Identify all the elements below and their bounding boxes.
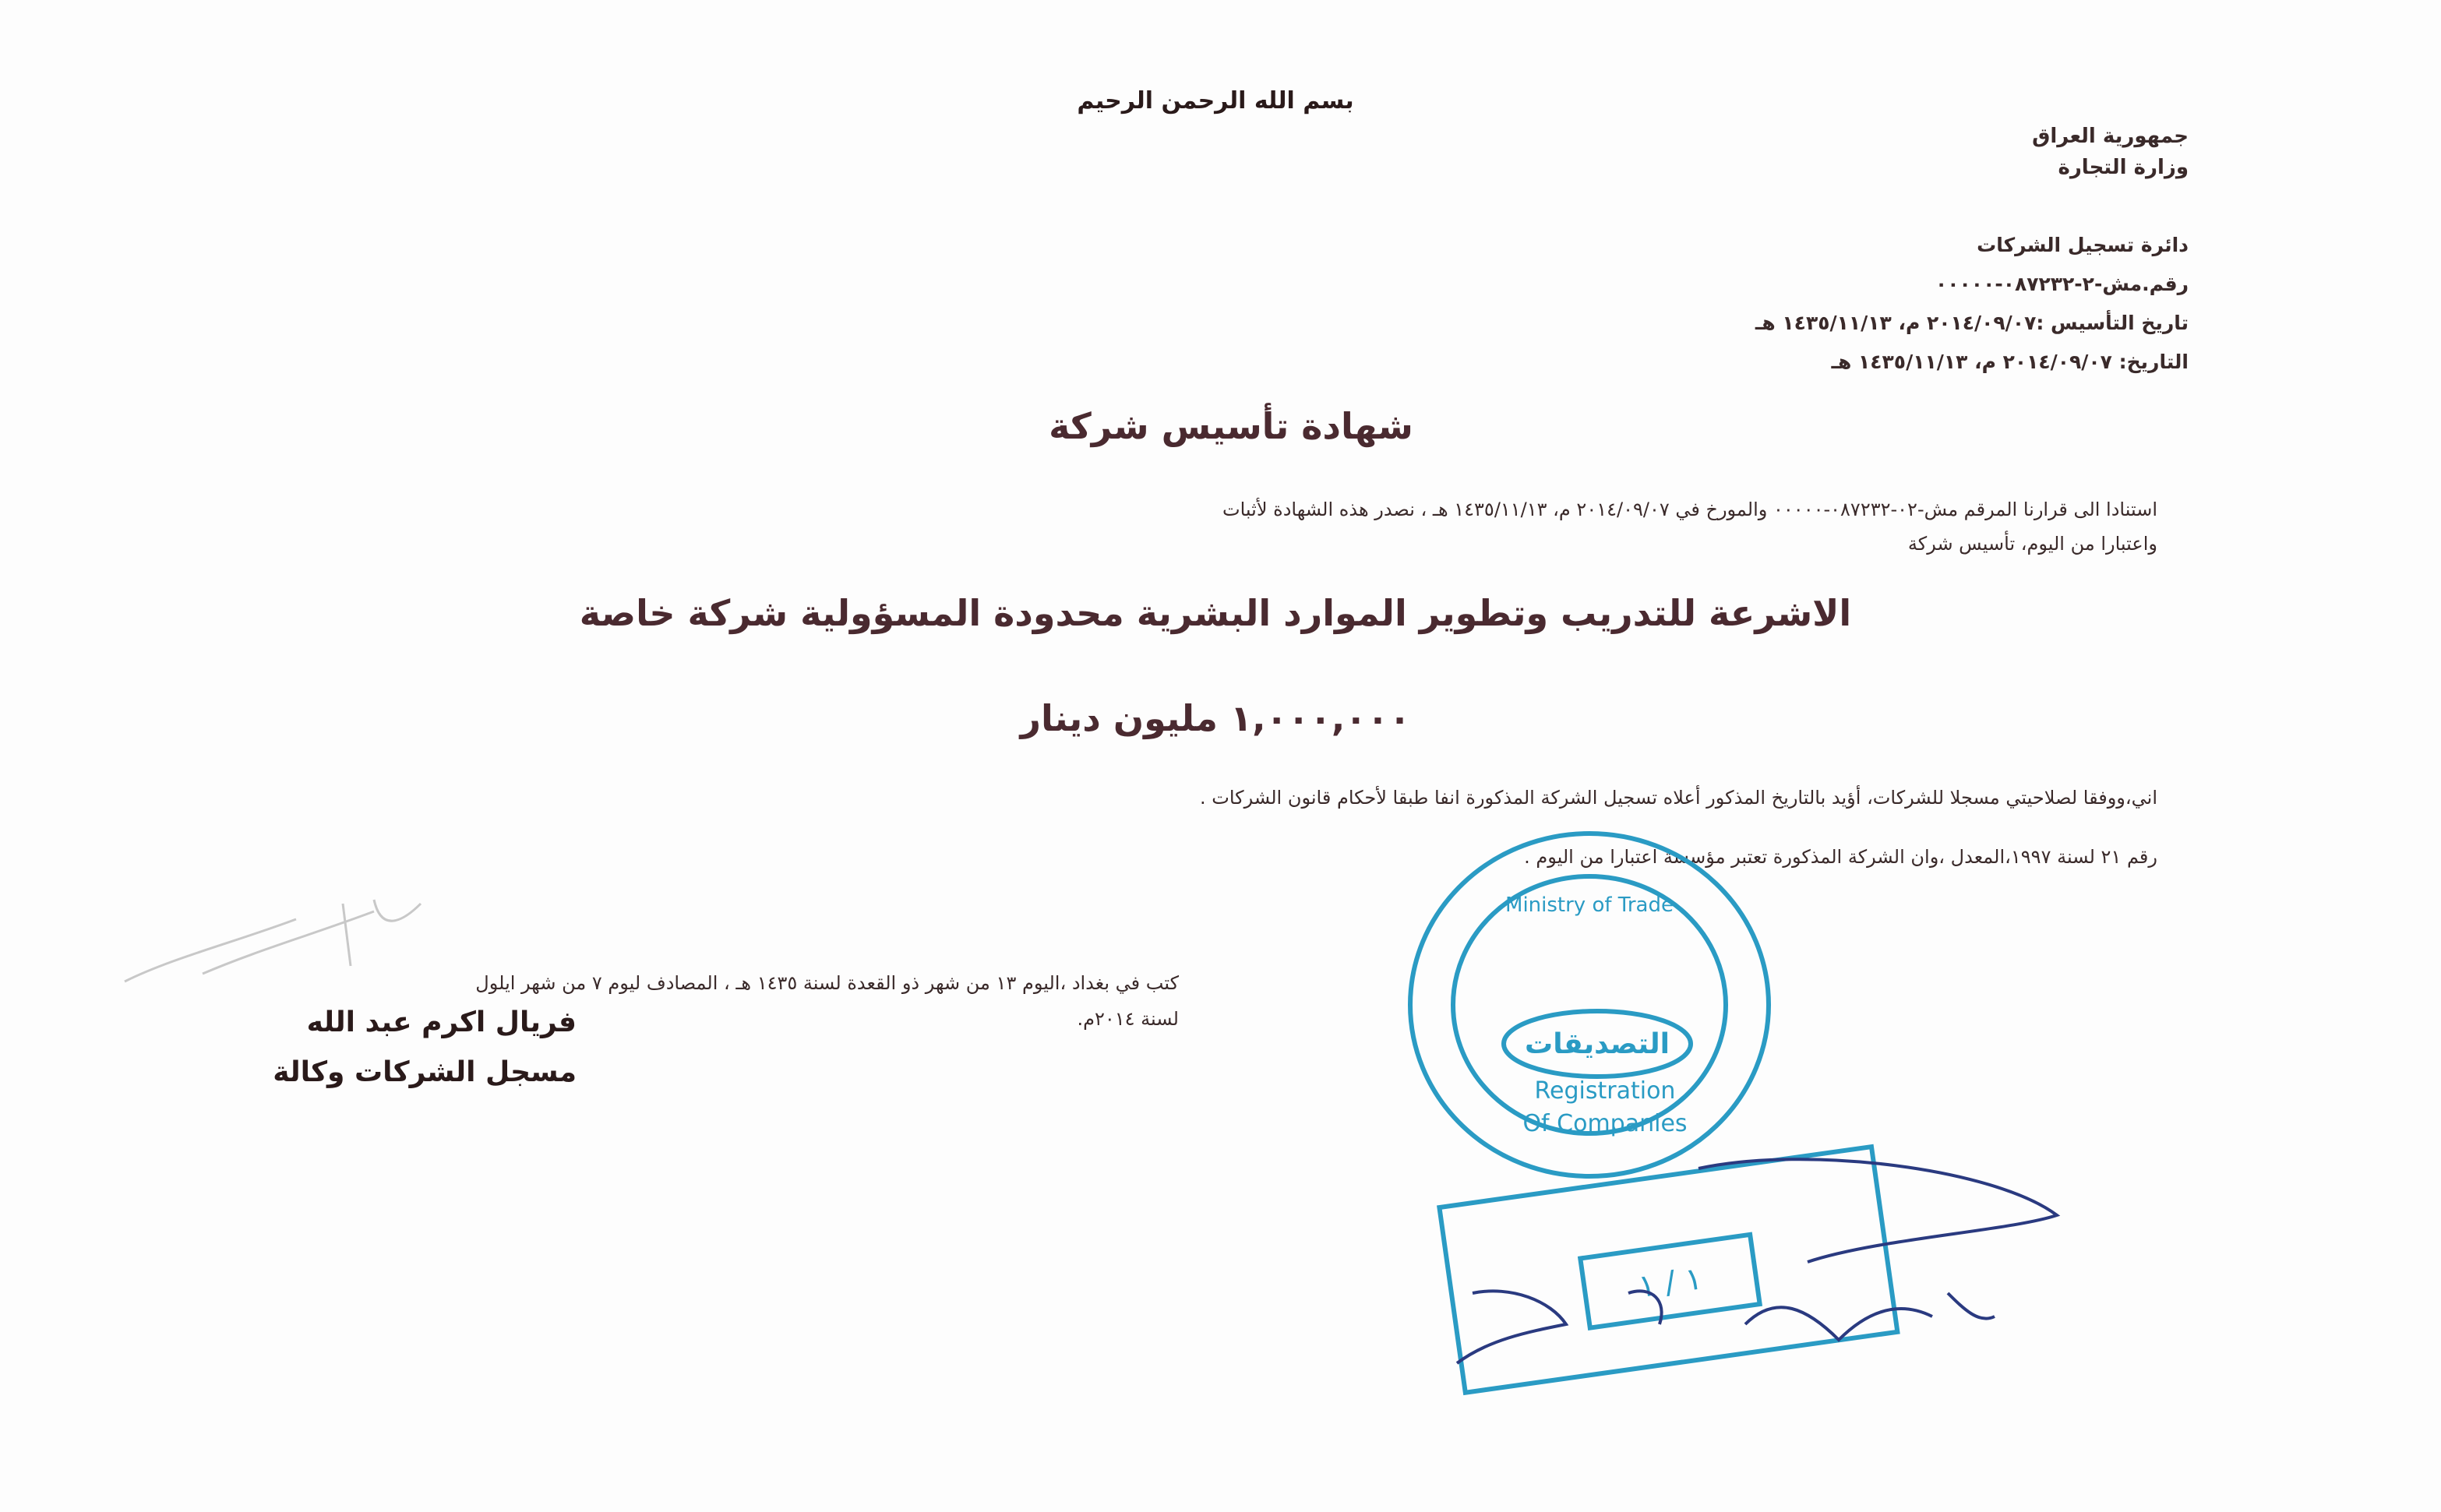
- body-line-1: اني،ووفقا لصلاحيتي مسجلا للشركات، أؤيد بالتاريخ المذكور أعلاه تسجيل الشركة المذكورة انفا طبقا لأحكام قانون الشركات .: [1199, 787, 2157, 809]
- stamp-text-mid: التصديقات: [1525, 1028, 1670, 1060]
- stamp-text-en1: Registration: [1534, 1077, 1676, 1105]
- signatory-title: مسجل الشركات وكالة: [273, 1056, 577, 1088]
- country-name: جمهورية العراق: [2032, 125, 2189, 148]
- stamp-box-value: ١ / ١: [1636, 1260, 1705, 1306]
- certificate-title: شهادة تأسيس شركة: [1049, 405, 1413, 447]
- body-line-2: رقم ٢١ لسنة ١٩٩٧،المعدل ،وان الشركة المذكورة تعتبر مؤسسة اعتبارا من اليوم .: [1524, 846, 2157, 868]
- closing-line-2: لسنة ٢٠١٤م.: [1077, 1008, 1179, 1030]
- intro-line-2: واعتبارا من اليوم، تأسيس شركة: [1907, 533, 2157, 555]
- ministry-name: وزارة التجارة: [2058, 156, 2189, 179]
- faint-signature-icon: [109, 888, 436, 1013]
- intro-line-1: استنادا الى قرارنا المرقم مش-٠٢-٠٨٧٢٣٢-٠٠٠٠٠ والمورخ في ٢٠١٤/٠٩/٠٧ م، ١٤٣٥/١١/١٣ هـ ، نصدر هذه الشهادة لأثبات: [1222, 499, 2157, 520]
- closing-line-1: كتب في بغداد ،اليوم ١٣ من شهر ذو القعدة لسنة ١٤٣٥ هـ ، المصادف ليوم ٧ من شهر ايلول: [475, 972, 1179, 994]
- stamp-text-en2: Of Companies: [1522, 1110, 1688, 1137]
- capital-amount: ١,٠٠٠,٠٠٠ مليون دينار: [1020, 697, 1411, 739]
- basmala: بسم الله الرحمن الرحيم: [1077, 87, 1354, 115]
- signatory-name: فريال اكرم عبد الله: [306, 1006, 577, 1038]
- registration-number: رقم.مش-٢-٠٨٧٢٣٢-٠٠٠٠٠: [1935, 273, 2189, 295]
- founding-date: تاريخ التأسيس :٢٠١٤/٠٩/٠٧ م، ١٤٣٥/١١/١٣ هـ: [1755, 312, 2189, 334]
- company-name: الاشرعة للتدريب وتطوير الموارد البشرية محدودة المسؤولية شركة خاصة: [579, 592, 1852, 634]
- official-stamp-icon: [1371, 826, 2072, 1449]
- stamp-text-top: Ministry of Trade: [1505, 893, 1674, 917]
- department-name: دائرة تسجيل الشركات: [1977, 234, 2189, 256]
- issue-date: التاريخ: ٢٠١٤/٠٩/٠٧ م، ١٤٣٥/١١/١٣ هـ: [1831, 351, 2189, 373]
